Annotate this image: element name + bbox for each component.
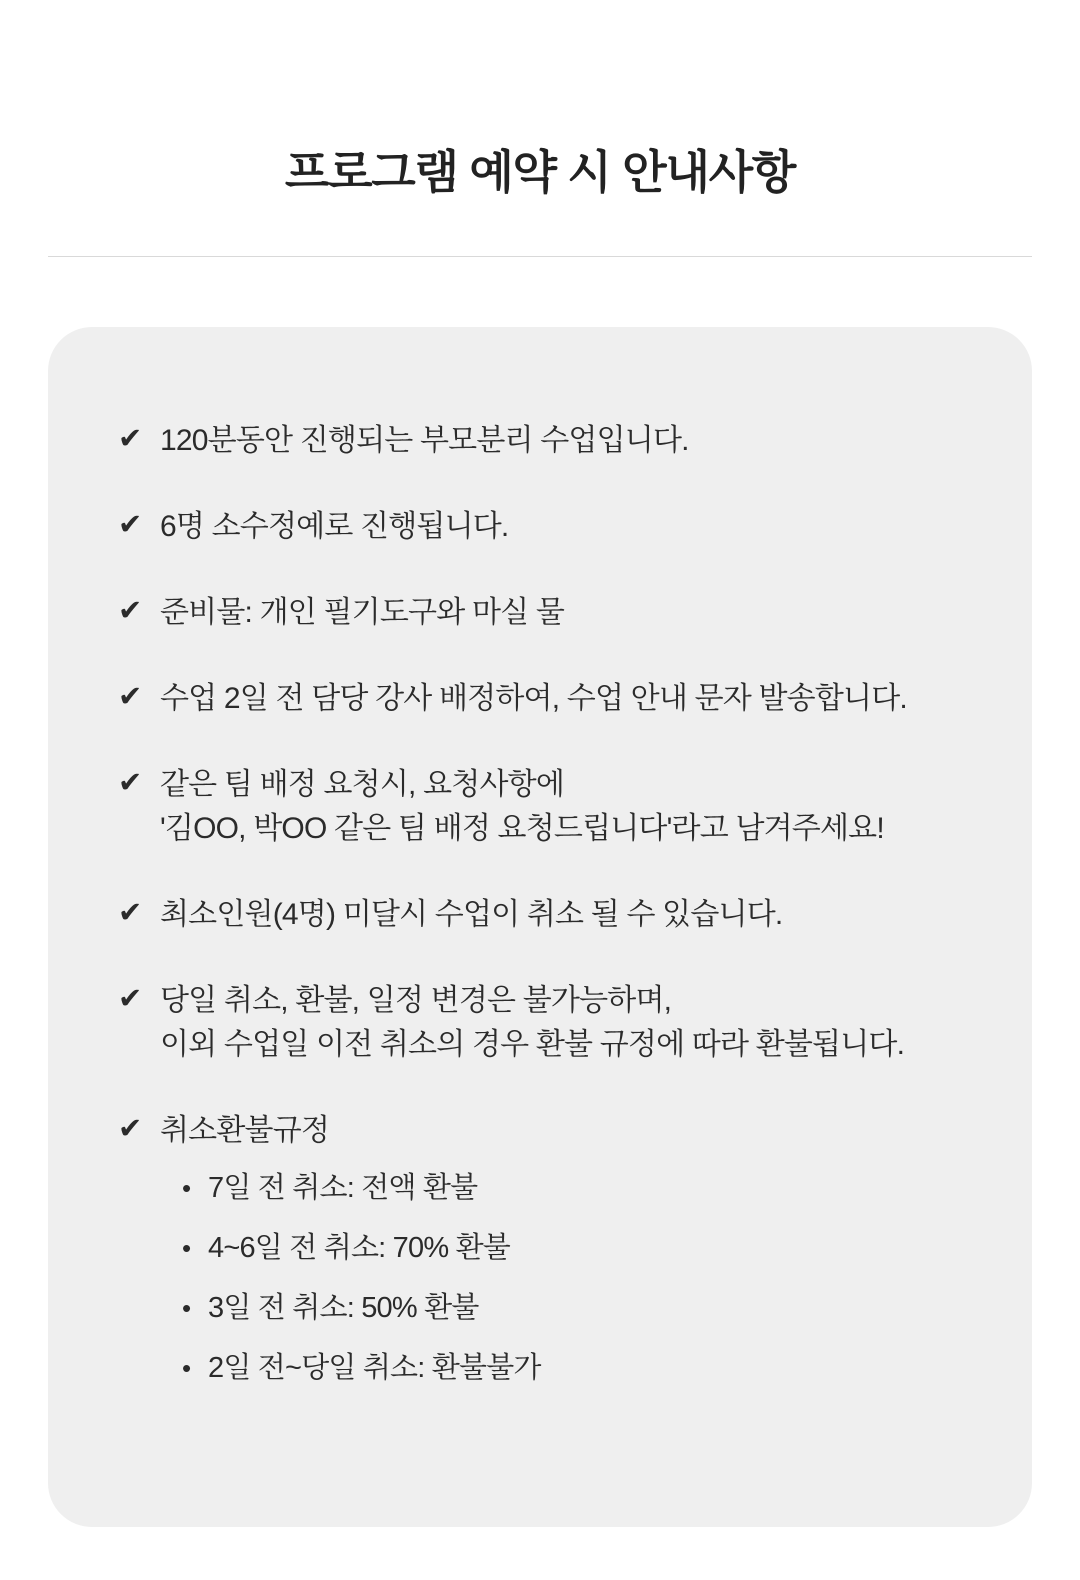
check-icon: ✔ bbox=[118, 681, 143, 713]
list-item bbox=[118, 763, 962, 851]
check-icon: ✔ bbox=[118, 595, 143, 627]
refund-policy-list bbox=[182, 1167, 962, 1389]
list-item-line: '김OO, 박OO 같은 팀 배정 요청드립니다'라고 남겨주세요! bbox=[160, 812, 884, 845]
list-item-line: 120분동안 진행되는 부모분리 수업입니다. bbox=[160, 424, 689, 457]
list-item-text bbox=[160, 677, 962, 721]
list-item-label: 2일 전~당일 취소: 환불불가 bbox=[208, 1352, 541, 1384]
check-icon: ✔ bbox=[118, 767, 143, 799]
check-icon: ✔ bbox=[118, 509, 143, 541]
bullet-icon: • bbox=[182, 1173, 192, 1203]
list-item-label: 3일 전 취소: 50% 환불 bbox=[208, 1292, 479, 1324]
list-item-line: 6명 소수정예로 진행됩니다. bbox=[160, 510, 509, 543]
list-item bbox=[118, 591, 962, 635]
list-item-line: 같은 팀 배정 요청시, 요청사항에 bbox=[160, 768, 565, 801]
list-item-label: 7일 전 취소: 전액 환불 bbox=[208, 1172, 478, 1204]
list-item-line: 최소인원(4명) 미달시 수업이 취소 될 수 있습니다. bbox=[160, 898, 783, 931]
list-item-text bbox=[160, 893, 962, 937]
list-item bbox=[182, 1227, 962, 1269]
bullet-icon: • bbox=[182, 1233, 192, 1263]
list-item-text bbox=[160, 419, 962, 463]
check-icon: ✔ bbox=[118, 983, 143, 1015]
list-item-line: 취소환불규정 bbox=[160, 1114, 330, 1147]
list-item bbox=[182, 1167, 962, 1209]
list-item-text bbox=[160, 591, 962, 635]
check-icon: ✔ bbox=[118, 897, 143, 929]
list-item-text bbox=[160, 505, 962, 549]
list-item-label: 4~6일 전 취소: 70% 환불 bbox=[208, 1232, 511, 1264]
list-item bbox=[118, 979, 962, 1067]
bullet-icon: • bbox=[182, 1353, 192, 1383]
list-item bbox=[118, 893, 962, 937]
check-icon: ✔ bbox=[118, 423, 143, 455]
list-item-text bbox=[160, 763, 962, 851]
bullet-icon: • bbox=[182, 1293, 192, 1323]
list-item bbox=[118, 1109, 962, 1407]
list-item-line: 수업 2일 전 담당 강사 배정하여, 수업 안내 문자 발송합니다. bbox=[160, 682, 907, 715]
list-item bbox=[182, 1287, 962, 1329]
list-item-line: 당일 취소, 환불, 일정 변경은 불가능하며, bbox=[160, 984, 672, 1017]
list-item bbox=[118, 505, 962, 549]
check-icon: ✔ bbox=[118, 1113, 143, 1145]
list-item bbox=[182, 1347, 962, 1389]
list-item bbox=[118, 419, 962, 463]
list-item-line: 준비물: 개인 필기도구와 마실 물 bbox=[160, 596, 565, 629]
list-item-line: 이외 수업일 이전 취소의 경우 환불 규정에 따라 환불됩니다. bbox=[160, 1028, 905, 1061]
list-item bbox=[118, 677, 962, 721]
notice-card bbox=[48, 327, 1032, 1527]
page-title: 프로그램 예약 시 안내사항 bbox=[284, 146, 796, 198]
title-divider bbox=[48, 256, 1032, 257]
list-item-text bbox=[160, 979, 962, 1067]
list-item-text bbox=[160, 1109, 962, 1407]
